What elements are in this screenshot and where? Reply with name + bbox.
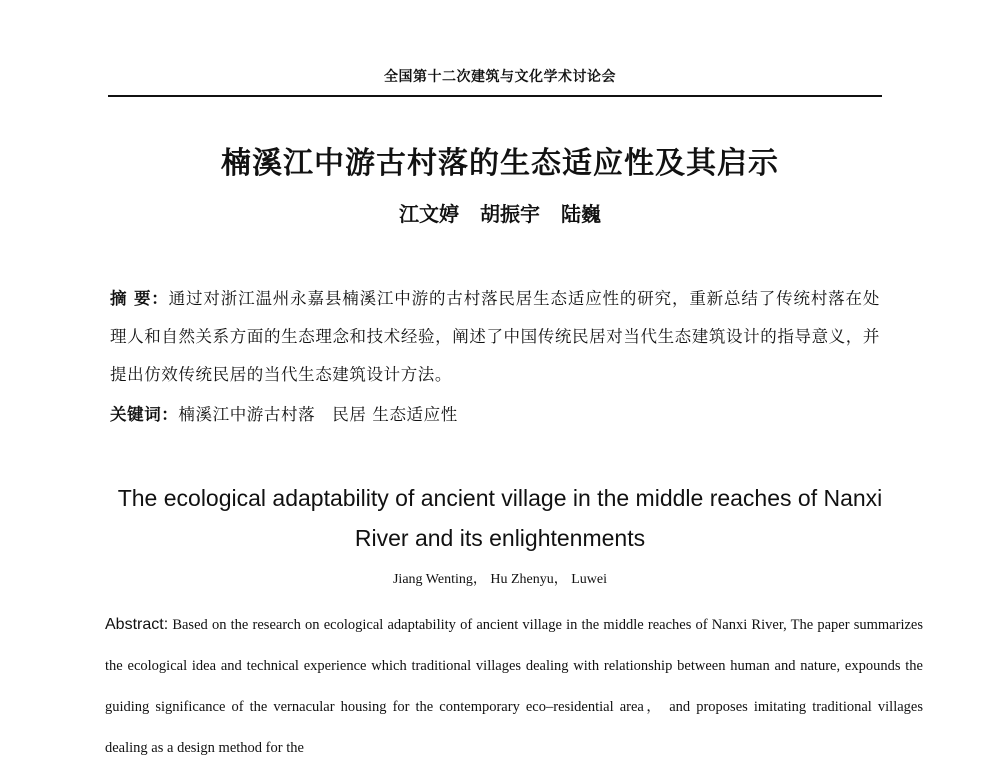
english-abstract bbox=[105, 604, 923, 769]
chinese-authors: 江文婷 胡振宇 陆巍 bbox=[399, 202, 601, 226]
english-title: The ecological adaptability of ancient village in the middle reaches of Nanxi River and its enlightenments bbox=[117, 485, 883, 551]
running-header: 全国第十二次建筑与文化学术讨论会 bbox=[384, 69, 616, 85]
chinese-abstract-text: 通过对浙江温州永嘉县楠溪江中游的古村落民居生态适应性的研究，重新总结了传统村落在处理人和自然关系方面的生态理念和技术经验，阐述了中国传统民居对当代生态建筑设计的指导意义，并提出仿效传统民居的当代生态建筑设计方法。 bbox=[110, 289, 880, 384]
chinese-title: 楠溪江中游古村落的生态适应性及其启示 bbox=[221, 146, 779, 181]
english-authors: Jiang Wenting， Hu Zhenyu， Luwei bbox=[392, 572, 608, 587]
header-rule bbox=[108, 95, 882, 97]
chinese-abstract-label: 摘 要： bbox=[110, 289, 169, 308]
english-abstract-label: Abstract: bbox=[105, 616, 169, 633]
chinese-abstract bbox=[110, 280, 880, 394]
english-abstract-text: Based on the research on ecological adaptability of ancient village in the middle reaches of Nanxi River, The paper summarizes the ecological idea and technical experience which traditional villages dealing with relationship between human and nature, expounds the guiding significance of the vernacular housing for the contemporary eco–residential area， and proposes imitating traditional villages dealing as a design method for the bbox=[105, 617, 923, 756]
chinese-keywords-label: 关键词： bbox=[110, 405, 179, 424]
chinese-keywords bbox=[110, 400, 880, 430]
chinese-keywords-text: 楠溪江中游古村落 民居 生态适应性 bbox=[178, 405, 458, 424]
